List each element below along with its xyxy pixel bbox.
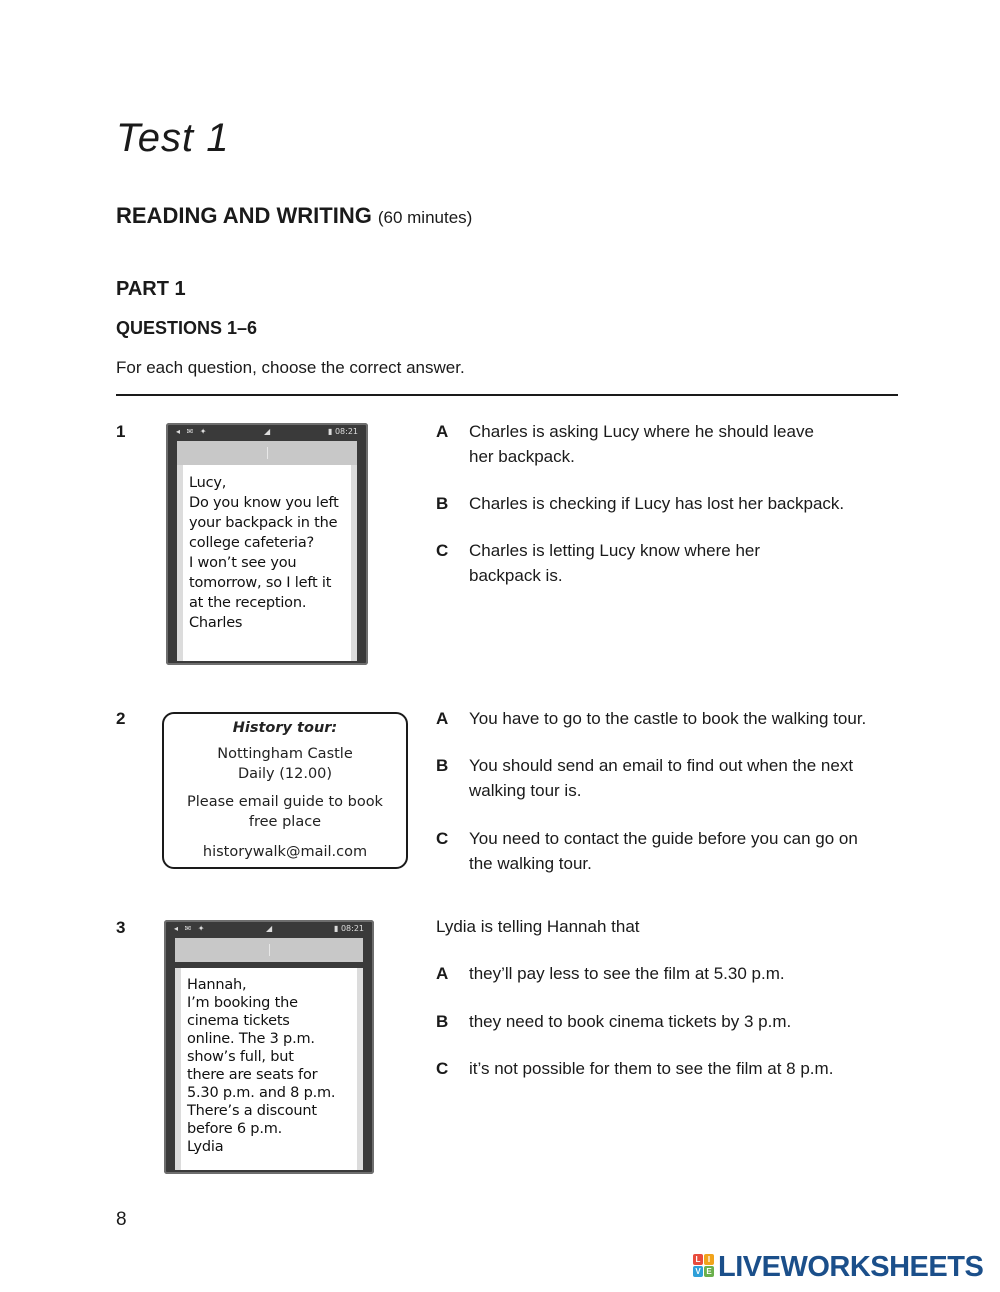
- option-letter: A: [436, 964, 449, 983]
- logo-badge-cell: V: [693, 1266, 703, 1277]
- answer-option[interactable]: [436, 491, 906, 517]
- questions-title: QUESTIONS 1–6: [116, 318, 258, 338]
- option-text: [469, 419, 814, 469]
- option-text: [469, 753, 853, 803]
- page-number: 8: [116, 1209, 127, 1230]
- option-line: You need to contact the guide before you can go on: [469, 829, 858, 848]
- notice-box: [162, 712, 408, 869]
- logo-badge-cell: L: [693, 1254, 703, 1265]
- phone-title-bar: [177, 441, 357, 465]
- divider-rule: [116, 394, 898, 396]
- option-line: You should send an email to find out when the next: [469, 756, 854, 775]
- option-line: they need to book cinema tickets by 3 p.m.: [469, 1012, 792, 1031]
- option-letter: C: [436, 1059, 449, 1078]
- question-number: 3: [116, 918, 126, 937]
- answer-option[interactable]: [436, 706, 906, 732]
- option-text: [469, 826, 858, 876]
- option-text: [469, 1009, 791, 1034]
- option-letter: B: [436, 756, 449, 775]
- status-icons: ◂ ✉ ✦: [174, 924, 207, 933]
- option-letter: C: [436, 541, 449, 560]
- phone-screen: [177, 465, 357, 661]
- option-letter: A: [436, 709, 449, 728]
- answer-option[interactable]: [436, 1056, 906, 1082]
- option-text: [469, 538, 760, 588]
- option-line: walking tour is.: [469, 781, 582, 800]
- part-title: PART 1: [116, 278, 186, 300]
- answer-option[interactable]: [436, 419, 906, 471]
- logo-wordmark: LIVEWORKSHEETS: [718, 1251, 984, 1283]
- option-line: Charles is asking Lucy where he should leave: [469, 422, 814, 441]
- logo-badge-icon: [693, 1254, 715, 1278]
- option-line: the walking tour.: [469, 854, 592, 873]
- option-letter: B: [436, 1012, 449, 1031]
- option-text: [469, 961, 785, 986]
- notice-line: Daily (12.00): [237, 766, 333, 782]
- phone-message-image: [166, 423, 368, 665]
- option-text: [469, 1056, 833, 1081]
- question-number: 2: [116, 709, 126, 728]
- notice-title: History tour:: [232, 720, 338, 736]
- section-title: [116, 203, 472, 229]
- notice-line: Please email guide to book: [187, 794, 383, 810]
- status-icons: ◂ ✉ ✦: [176, 427, 209, 436]
- section-duration: (60 minutes): [377, 208, 473, 227]
- phone-status-bar: [170, 924, 368, 936]
- option-text: [469, 706, 866, 731]
- status-time: ▮ 08:21: [334, 924, 364, 933]
- notice-email: historywalk@mail.com: [202, 844, 368, 860]
- option-line: her backpack.: [469, 447, 575, 466]
- question-stem: Lydia is telling Hannah that: [436, 917, 640, 936]
- notice-line: Nottingham Castle: [217, 746, 353, 762]
- text-message: Lucy, Do you know you left your backpack in the college cafeteria? I won’t see you tomorrow, so I left it at the reception. Charles: [189, 475, 339, 631]
- phone-message-image: [164, 920, 374, 1174]
- text-message: Hannah, I’m booking the cinema tickets online. The 3 p.m. show’s full, but there are seats for 5.30 p.m. and 8 p.m. There’s a discount before 6 p.m. Lydia: [187, 977, 336, 1155]
- signal-icon: ◢: [264, 427, 271, 436]
- answer-option[interactable]: [436, 538, 906, 590]
- option-letter: B: [436, 494, 449, 513]
- option-letter: C: [436, 829, 449, 848]
- option-line: Charles is letting Lucy know where her: [469, 541, 761, 560]
- logo-badge-cell: E: [704, 1266, 714, 1277]
- option-line: Charles is checking if Lucy has lost her backpack.: [469, 494, 845, 513]
- status-time: ▮ 08:21: [328, 427, 358, 436]
- answer-option[interactable]: [436, 961, 906, 987]
- option-letter: A: [436, 422, 449, 441]
- logo-badge-cell: I: [704, 1254, 714, 1265]
- option-line: it’s not possible for them to see the film at 8 p.m.: [469, 1059, 834, 1078]
- phone-title-bar: [175, 938, 363, 962]
- phone-status-bar: [172, 427, 362, 439]
- section-title-text: READING AND WRITING: [116, 203, 372, 228]
- answer-option[interactable]: [436, 753, 906, 805]
- question-number: 1: [116, 422, 126, 441]
- option-line: backpack is.: [469, 566, 563, 585]
- answer-option[interactable]: [436, 826, 906, 878]
- option-text: [469, 491, 844, 516]
- option-line: You have to go to the castle to book the walking tour.: [469, 709, 867, 728]
- instruction-text: For each question, choose the correct answer.: [116, 358, 465, 377]
- notice-line: free place: [248, 814, 322, 830]
- signal-icon: ◢: [266, 924, 273, 933]
- test-title: Test 1: [116, 116, 230, 160]
- answer-option[interactable]: [436, 1009, 906, 1035]
- option-line: they’ll pay less to see the film at 5.30 p.m.: [469, 964, 785, 983]
- phone-screen: [175, 968, 363, 1170]
